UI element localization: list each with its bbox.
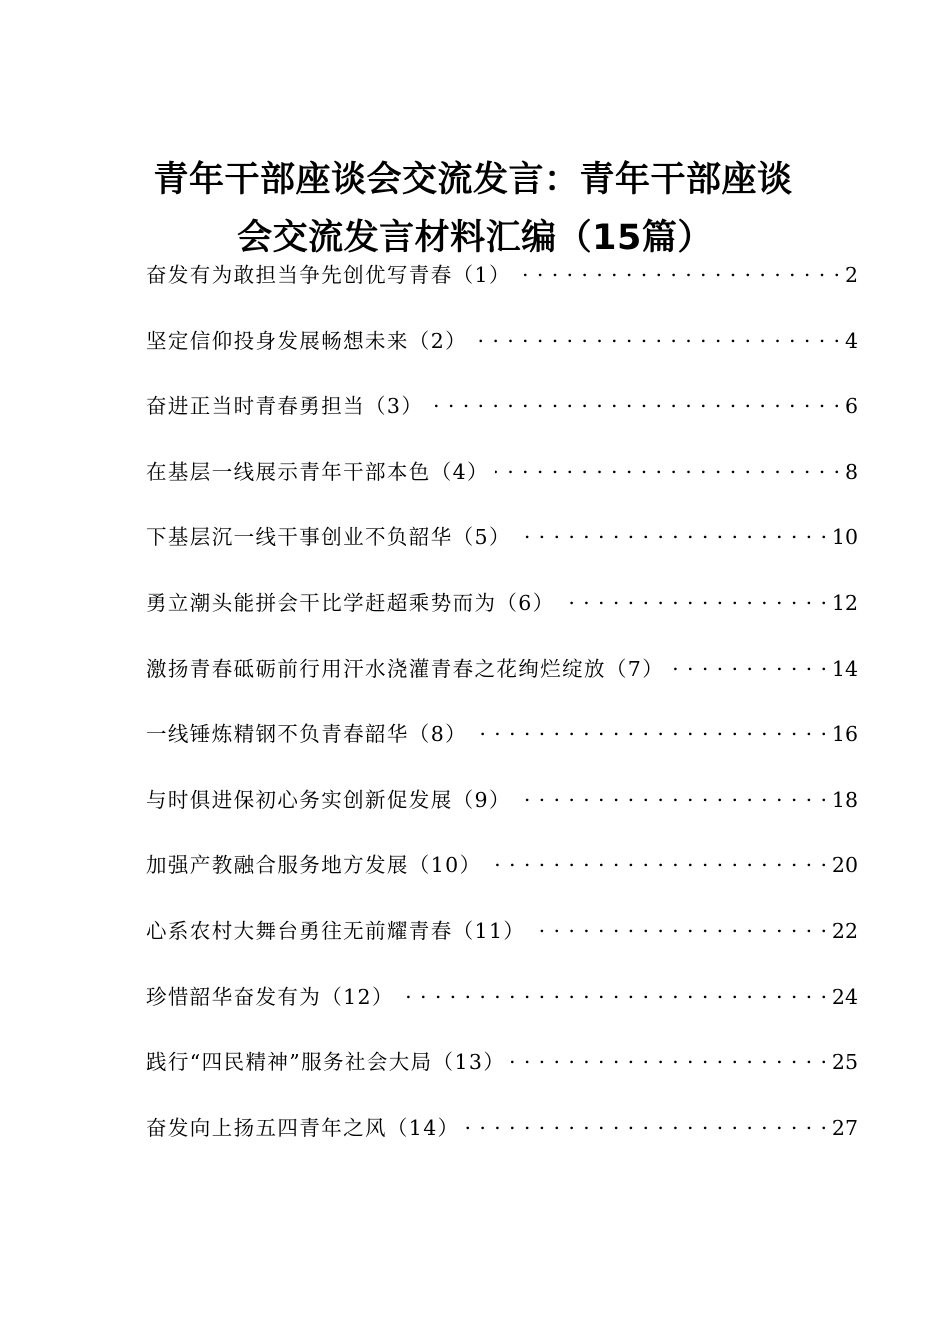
toc-dot-leader (561, 589, 828, 610)
toc-entry[interactable] (146, 914, 858, 980)
toc-page-number: 16 (831, 722, 858, 747)
toc-entry-title: 激扬青春砥砺前行用汗水浇灌青春之花绚烂绽放（7） (146, 656, 665, 681)
toc-dot-leader (670, 655, 828, 676)
toc-entry[interactable] (146, 783, 858, 849)
toc-page-number: 2 (844, 263, 858, 287)
toc-page-number: 24 (831, 984, 858, 1009)
toc-entry[interactable] (146, 520, 858, 586)
toc-dot-leader (473, 721, 828, 742)
toc-entry-title: 下基层沉一线干事创业不负韶华（5） (146, 525, 511, 550)
title-line-2: 会交流发言材料汇编（15篇） (237, 218, 713, 259)
toc-entry-title: 与时俱进保初心务实创新促发展（9） (146, 787, 511, 812)
toc-entry-title: 加强产教融合服务地方发展（10） (146, 853, 482, 878)
table-of-contents (146, 258, 858, 1176)
toc-entry-title: 勇立潮头能拼会干比学赶超乘势而为（6） (146, 590, 555, 615)
title-line-1: 青年干部座谈会交流发言：青年干部座谈 (153, 160, 793, 201)
toc-page-number: 4 (844, 328, 858, 353)
toc-dot-leader (488, 852, 828, 873)
toc-dot-leader (466, 1114, 828, 1135)
toc-page-number: 25 (831, 1050, 858, 1075)
toc-entry-title: 在基层一线展示青年干部本色（4） (146, 459, 489, 484)
toc-entry-title: 坚定信仰投身发展畅想未来（2） (146, 328, 468, 353)
toc-page-number: 18 (831, 787, 858, 812)
toc-entry[interactable] (146, 1111, 858, 1177)
toc-page-number: 6 (844, 394, 858, 419)
toc-entry[interactable] (146, 980, 858, 1046)
toc-entry[interactable] (146, 652, 858, 718)
toc-entry[interactable] (146, 389, 858, 455)
toc-entry-title: 奋发向上扬五四青年之风（14） (146, 1115, 460, 1140)
toc-dot-leader (517, 786, 828, 807)
toc-page-number: 22 (831, 918, 858, 943)
toc-entry-title: 一线锤炼精钢不负青春韶华（8） (146, 722, 468, 747)
toc-entry[interactable] (146, 1045, 858, 1111)
toc-page-number: 20 (831, 853, 858, 878)
toc-entry-title: 奋进正当时青春勇担当（3） (146, 394, 424, 419)
toc-entry[interactable] (146, 586, 858, 652)
document-title (0, 151, 950, 267)
toc-entry[interactable] (146, 324, 858, 390)
toc-dot-leader (511, 1049, 828, 1070)
toc-dot-leader (517, 524, 828, 545)
toc-entry-title: 心系农村大舞台勇往无前耀青春（11） (146, 918, 526, 943)
toc-entry[interactable] (146, 258, 858, 324)
toc-dot-leader (473, 327, 841, 348)
toc-entry-title: 奋发有为敢担当争先创优写青春（1） (146, 263, 511, 287)
toc-page-number: 14 (831, 656, 858, 681)
toc-entry[interactable] (146, 848, 858, 914)
toc-dot-leader (400, 983, 828, 1004)
toc-page-number: 12 (831, 590, 858, 615)
toc-dot-leader (495, 458, 841, 479)
toc-entry[interactable] (146, 717, 858, 783)
toc-page-number: 10 (831, 525, 858, 550)
toc-entry-title: 践行“四民精神”服务社会大局（13） (146, 1050, 506, 1075)
toc-page-number: 8 (844, 459, 858, 484)
toc-dot-leader (531, 917, 828, 938)
toc-entry-title: 珍惜韶华奋发有为（12） (146, 984, 394, 1009)
toc-page-number: 27 (831, 1115, 858, 1140)
toc-dot-leader (429, 393, 841, 414)
toc-dot-leader (517, 262, 841, 283)
toc-entry[interactable] (146, 455, 858, 521)
